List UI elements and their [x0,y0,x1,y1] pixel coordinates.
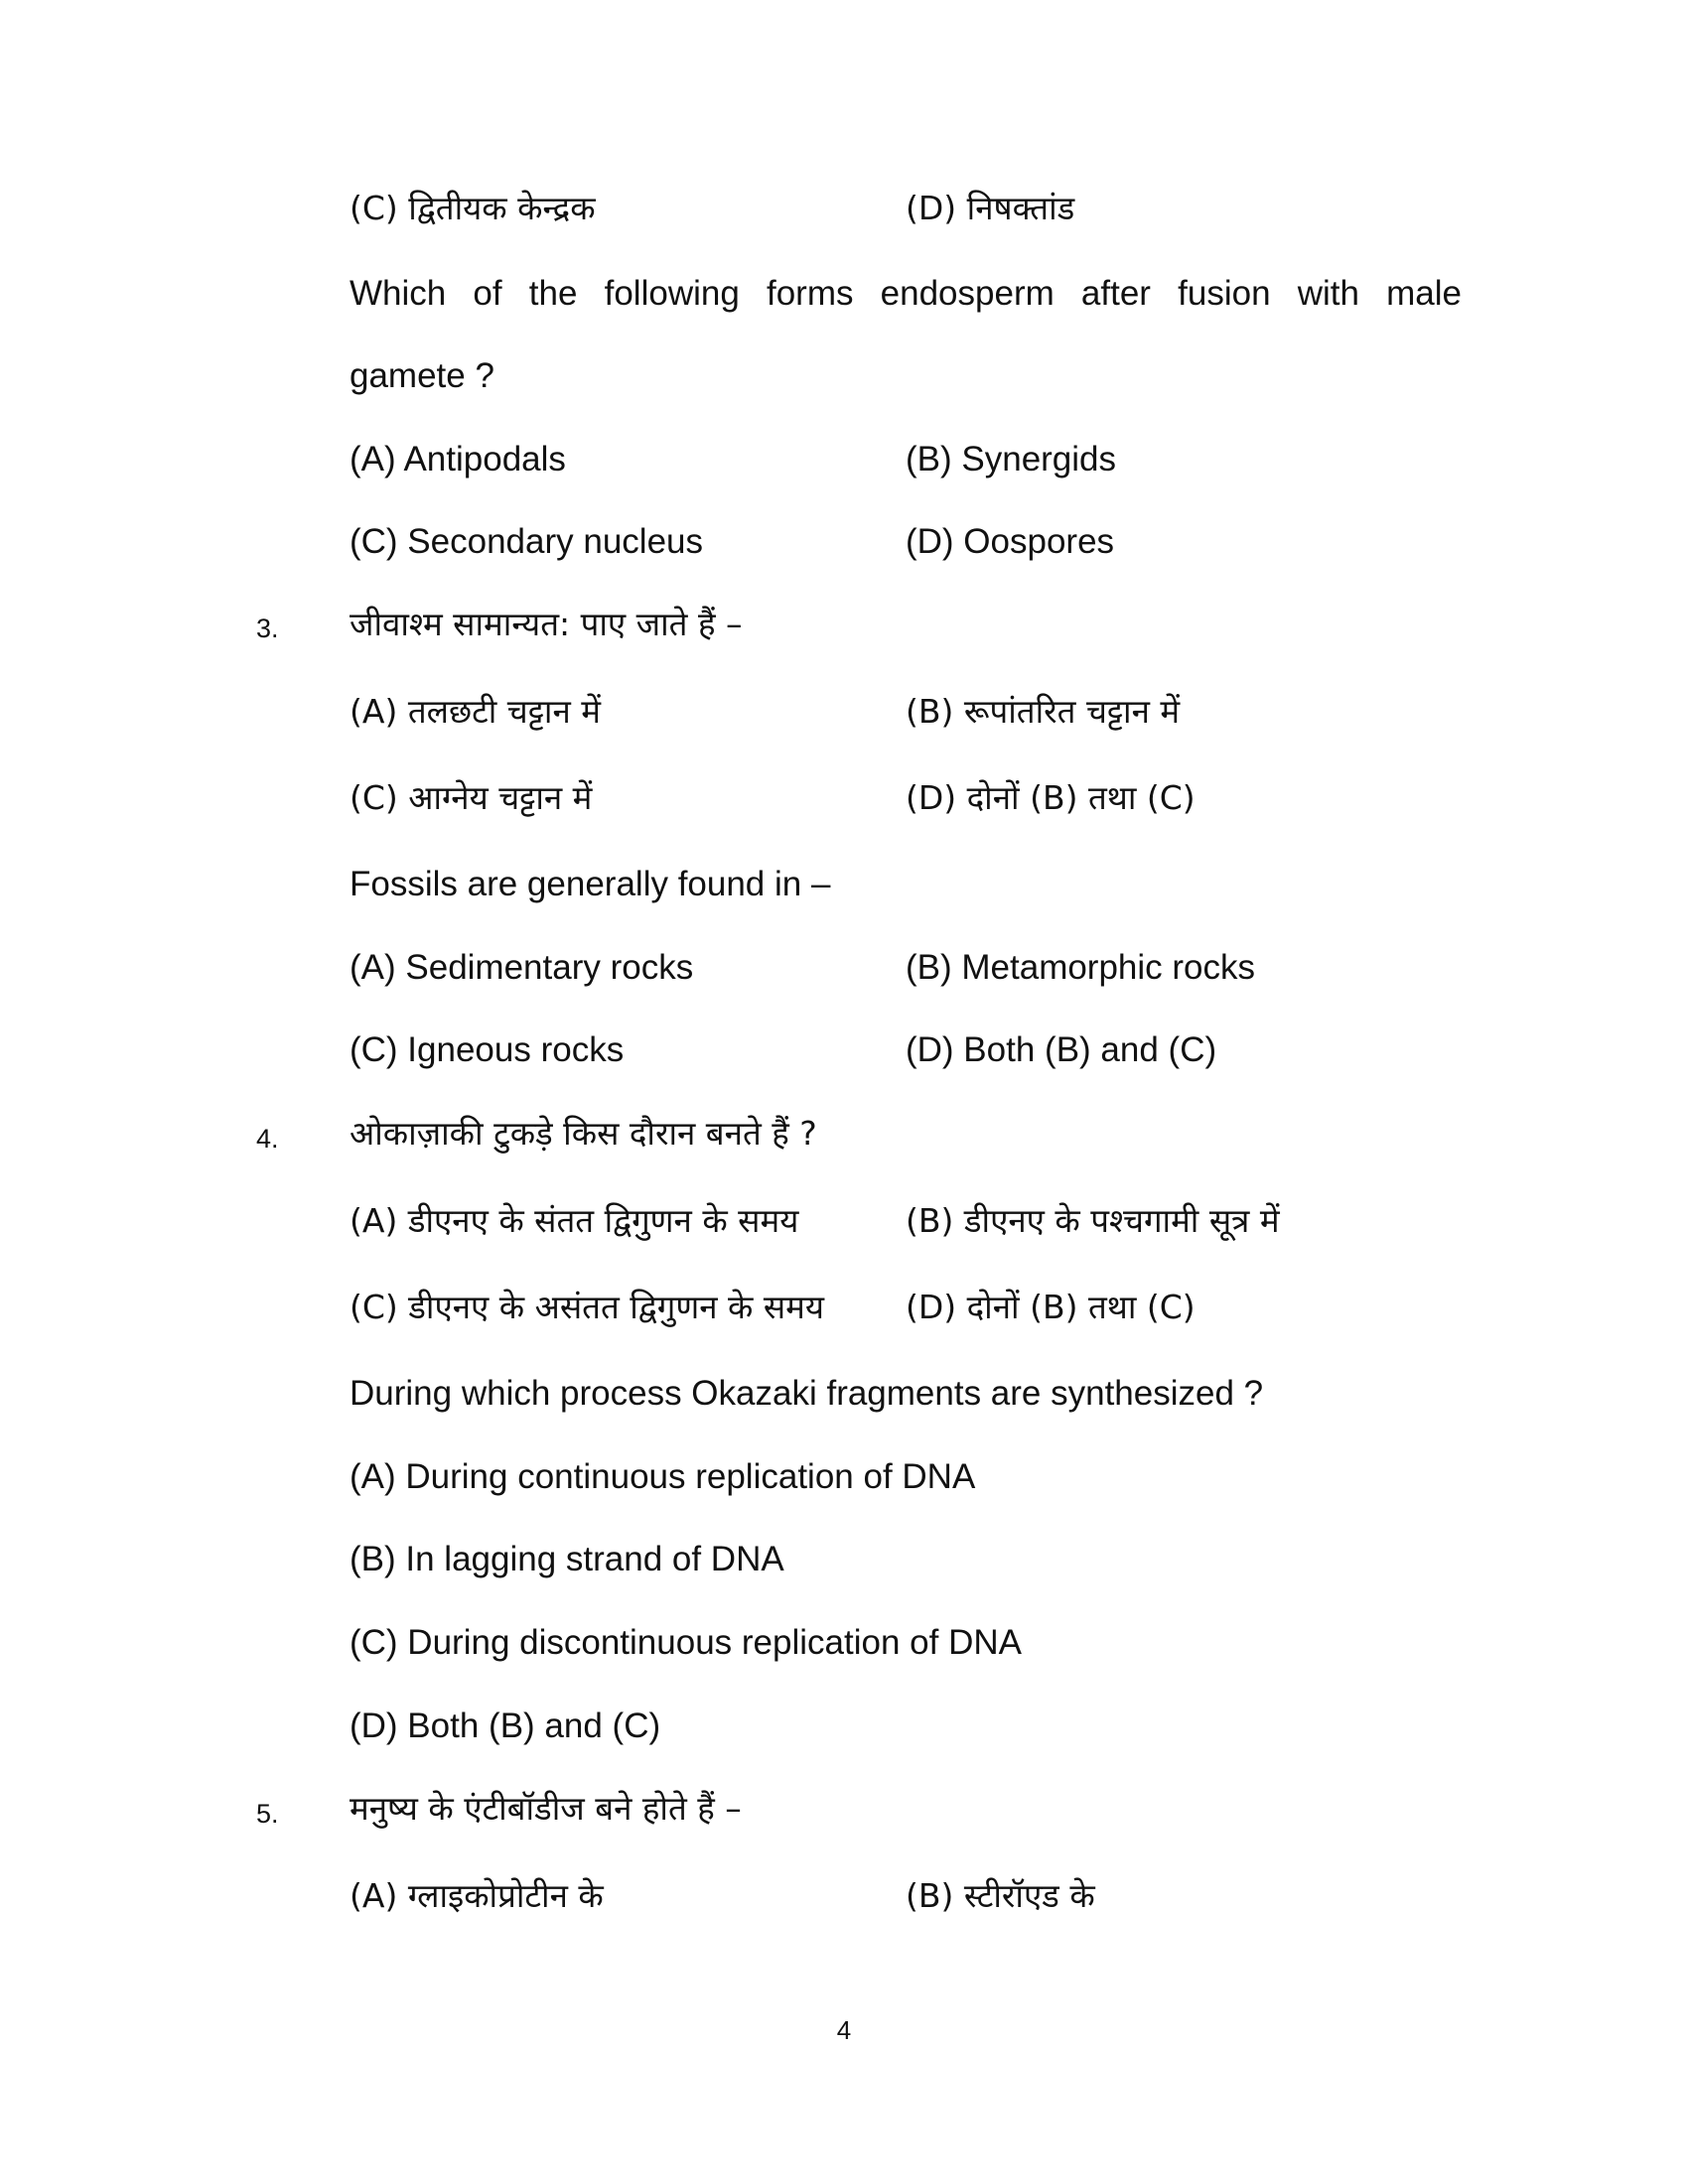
q3-hi-option-a: (A) तलछटी चट्टान में [350,692,601,731]
q4-en-question: During which process Okazaki fragments are synthesized ? [350,1374,1264,1413]
q4-hi-option-a: (A) डीएनए के संतत द्विगुणन के समय [350,1201,799,1240]
q3-hi-option-d: (D) दोनों (B) तथा (C) [906,778,1196,817]
q4-en-option-a: (A) During continuous replication of DNA [350,1457,976,1496]
q3-en-option-b: (B) Metamorphic rocks [906,948,1256,987]
q2-hi-option-c: (C) द्वितीयक केन्द्रक [350,189,596,227]
q5-hi-option-b: (B) स्टीरॉएड के [906,1876,1095,1915]
q4-hi-question: ओकाज़ाकी टुकड़े किस दौरान बनते हैं ? [350,1114,817,1153]
q4-en-option-b: (B) In lagging strand of DNA [350,1540,784,1578]
q4-hi-option-d: (D) दोनों (B) तथा (C) [906,1288,1196,1326]
page-number: 4 [836,2015,852,2045]
q3-hi-option-c: (C) आग्नेय चट्टान में [350,778,593,817]
q3-en-option-c: (C) Igneous rocks [350,1030,625,1069]
q2-hi-option-d: (D) निषक्तांड [906,189,1075,227]
q2-en-question-line1: Which of the following forms endosperm after fusion with male [350,274,1462,313]
q3-number: 3. [256,614,279,643]
q4-en-option-c: (C) During discontinuous replication of DNA [350,1623,1022,1662]
q4-hi-option-c: (C) डीएनए के असंतत द्विगुणन के समय [350,1288,825,1326]
q5-hi-option-a: (A) ग्लाइकोप्रोटीन के [350,1876,604,1915]
q3-en-option-d: (D) Both (B) and (C) [906,1030,1217,1069]
q4-hi-option-b: (B) डीएनए के पश्चगामी सूत्र में [906,1201,1280,1240]
q3-hi-question: जीवाश्म सामान्यत: पाए जाते हैं – [350,605,743,643]
q2-en-option-a: (A) Antipodals [350,440,566,478]
q5-hi-question: मनुष्य के एंटीबॉडीज बने होते हैं – [350,1789,742,1828]
q2-en-question-line2: gamete ? [350,356,494,395]
q4-en-option-d: (D) Both (B) and (C) [350,1706,661,1745]
q3-en-option-a: (A) Sedimentary rocks [350,948,694,987]
q3-hi-option-b: (B) रूपांतरित चट्टान में [906,692,1181,731]
q2-en-option-d: (D) Oospores [906,522,1115,561]
q2-en-option-c: (C) Secondary nucleus [350,522,703,561]
q2-en-option-b: (B) Synergids [906,440,1117,478]
q4-number: 4. [256,1124,279,1154]
q5-number: 5. [256,1799,279,1829]
q3-en-question: Fossils are generally found in – [350,865,831,903]
